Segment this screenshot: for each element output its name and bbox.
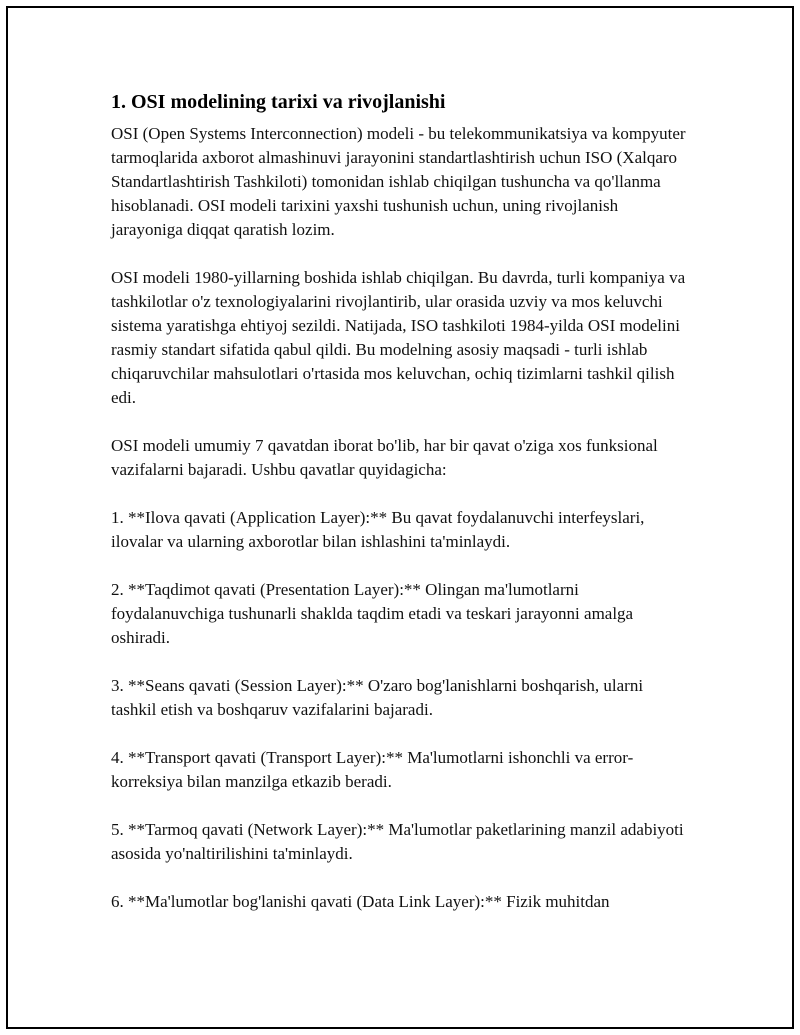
list-item-data-link-layer: 6. **Ma'lumotlar bog'lanishi qavati (Data Link Layer):** Fizik muhitdan	[111, 892, 610, 911]
paragraph-intro: OSI (Open Systems Interconnection) modeli - bu telekommunikatsiya va kompyuter tarmoqlarida axborot almashinuvi jarayonini standartlashtirish uchun ISO (Xalqaro Standartlashtirish Tashkiloti) tomonidan ishlab chiqilgan tushuncha va qo'llanma hisoblanadi. OSI modeli tarixini yaxshi tushunish uchun, uning rivojlanish jarayoniga diqqat qaratish lozim.	[111, 124, 686, 239]
list-item-presentation-layer: 2. **Taqdimot qavati (Presentation Layer):** Olingan ma'lumotlarni foydalanuvchiga tushunarli shaklda taqdim etadi va teskari jarayonni amalga oshiradi.	[111, 580, 634, 647]
list-item-session-layer: 3. **Seans qavati (Session Layer):** O'zaro bog'lanishlarni boshqarish, ularni tashkil etish va boshqaruv vazifalarini bajaradi.	[111, 676, 644, 719]
document-body	[111, 88, 691, 938]
paragraph-history: OSI modeli 1980-yillarning boshida ishlab chiqilgan. Bu davrda, turli kompaniya va tashkilotlar o'z texnologiyalarini rivojlantirib, ular orasida uzviy va mos keluvchi sistema yaratishga ehtiyoj sezildi. Natijada, ISO tashkiloti 1984-yilda OSI modelini rasmiy standart sifatida qabul qildi. Bu modelning asosiy maqsadi - turli ishlab chiqaruvchilar mahsulotlari o'rtasida mos keluvchan, ochiq tizimlarni tashkil qilish edi.	[111, 268, 686, 407]
list-item-network-layer: 5. **Tarmoq qavati (Network Layer):** Ma'lumotlar paketlarining manzil adabiyoti asosida yo'naltirilishini ta'minlaydi.	[111, 820, 684, 863]
paragraph-layers-intro: OSI modeli umumiy 7 qavatdan iborat bo'lib, har bir qavat o'ziga xos funksional vazifalarni bajaradi. Ushbu qavatlar quyidagicha:	[111, 436, 658, 479]
section-heading: 1. OSI modelining tarixi va rivojlanishi	[111, 91, 446, 113]
list-item-transport-layer: 4. **Transport qavati (Transport Layer):** Ma'lumotlarni ishonchli va error-korreksiya bilan manzilga etkazib beradi.	[111, 748, 634, 791]
list-item-application-layer: 1. **Ilova qavati (Application Layer):** Bu qavat foydalanuvchi interfeyslari, ilovalar va ularning axborotlar bilan ishlashini ta'minlaydi.	[111, 508, 645, 551]
